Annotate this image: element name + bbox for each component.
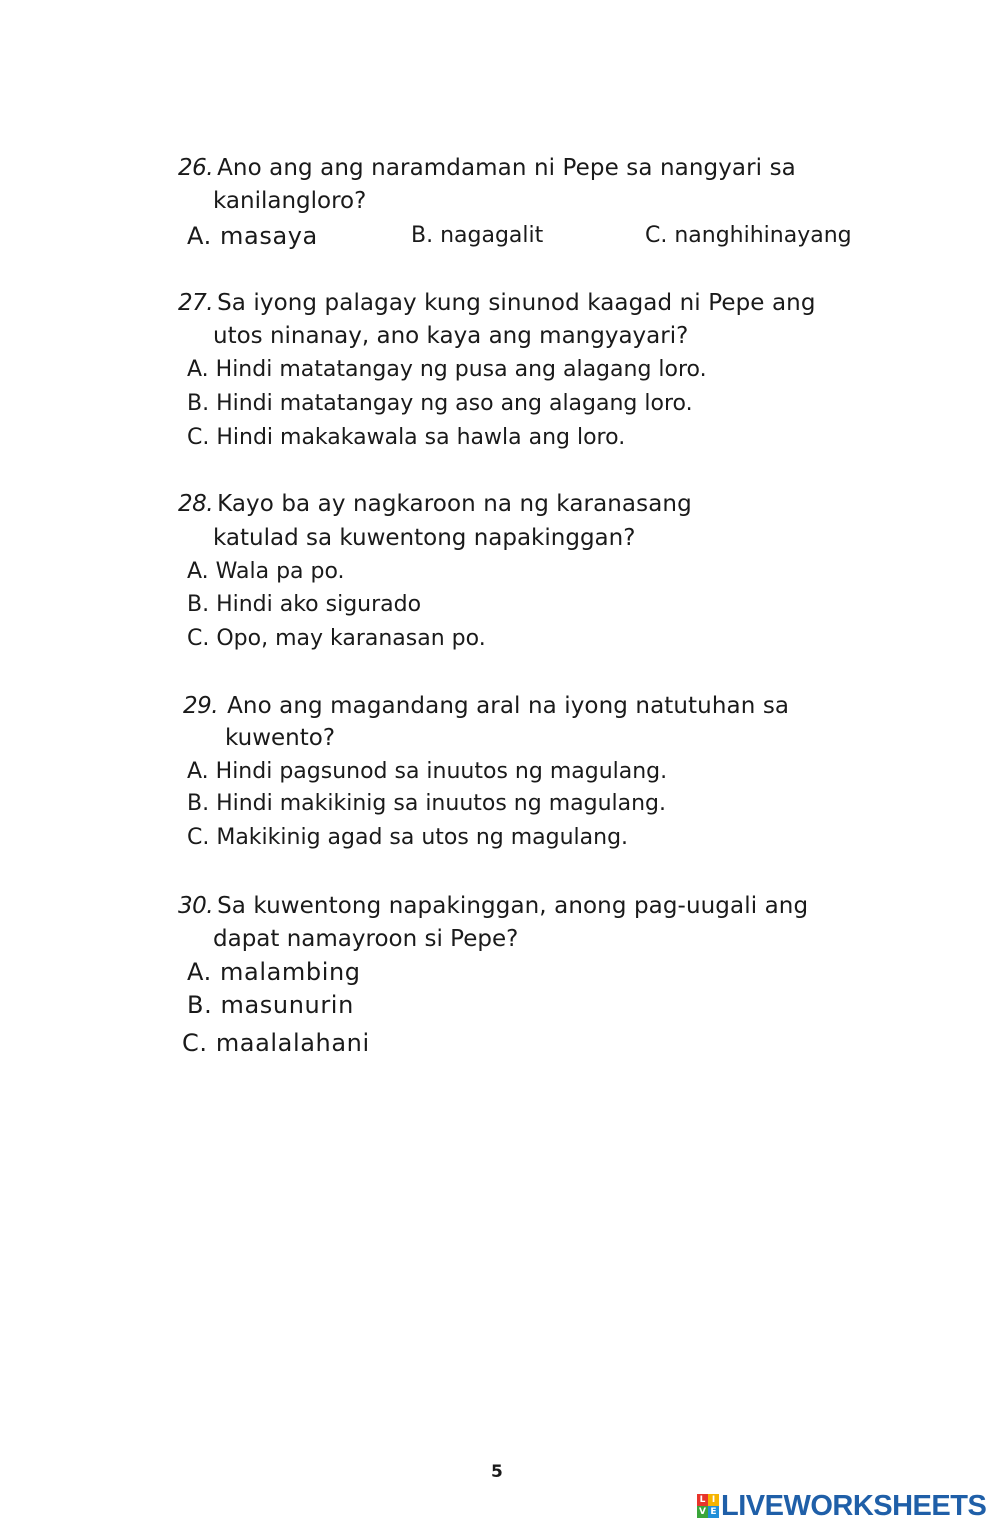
question-number: 26. [178, 155, 214, 181]
question-27-line2: utos ninanay, ano kaya ang mangyayari? [213, 323, 689, 349]
question-26-line2: kanilangloro? [213, 188, 367, 214]
question-text: Sa kuwentong napakinggan, anong pag-uugali ang [217, 893, 809, 919]
question-26-option-c[interactable]: C. nanghihinayang [645, 223, 852, 248]
question-29-option-a[interactable]: A. Hindi pagsunod sa inuutos ng magulang. [187, 759, 668, 784]
question-29-option-c[interactable]: C. Makikinig agad sa utos ng magulang. [187, 825, 629, 850]
question-text: Kayo ba ay nagkaroon na ng karanasang [217, 491, 692, 517]
question-number: 28. [178, 491, 214, 517]
logo-mark-letter: L [697, 1494, 708, 1506]
question-27 [178, 287, 816, 319]
question-29 [183, 690, 789, 722]
question-30-line2: dapat namayroon si Pepe? [213, 926, 519, 952]
question-number: 27. [178, 290, 214, 316]
question-30-option-c[interactable]: C. maalalahani [182, 1029, 370, 1057]
question-28-line2: katulad sa kuwentong napakinggan? [213, 525, 636, 551]
logo-text: LIVEWORKSHEETS [721, 1489, 987, 1522]
question-text: Ano ang magandang aral na iyong natutuhan sa [227, 693, 790, 719]
liveworksheets-logo [697, 1490, 986, 1522]
question-27-option-a[interactable]: A. Hindi matatangay ng pusa ang alagang loro. [187, 357, 707, 382]
question-26-option-b[interactable]: B. nagagalit [411, 223, 544, 248]
question-28 [178, 488, 692, 520]
question-number: 30. [178, 893, 214, 919]
question-26 [178, 152, 796, 184]
logo-mark-letter: E [708, 1506, 719, 1518]
question-28-option-a[interactable]: A. Wala pa po. [187, 559, 345, 584]
question-29-line2: kuwento? [225, 725, 336, 751]
question-27-option-b[interactable]: B. Hindi matatangay ng aso ang alagang loro. [187, 391, 693, 416]
question-number: 29. [183, 693, 219, 719]
logo-mark-letter: I [708, 1494, 719, 1506]
logo-mark-icon [697, 1494, 719, 1518]
question-26-option-a[interactable]: A. masaya [187, 222, 318, 250]
question-29-option-b[interactable]: B. Hindi makikinig sa inuutos ng magulang. [187, 791, 667, 816]
question-30-option-b[interactable]: B. masunurin [187, 991, 354, 1019]
question-30-option-a[interactable]: A. malambing [187, 958, 361, 986]
question-text: Sa iyong palagay kung sinunod kaagad ni Pepe ang [217, 290, 816, 316]
page-number: 5 [491, 1462, 503, 1482]
question-text: Ano ang ang naramdaman ni Pepe sa nangyari sa [217, 155, 796, 181]
logo-mark-letter: V [697, 1506, 708, 1518]
question-28-option-b[interactable]: B. Hindi ako sigurado [187, 592, 422, 617]
question-28-option-c[interactable]: C. Opo, may karanasan po. [187, 626, 486, 651]
question-30 [178, 890, 808, 922]
question-27-option-c[interactable]: C. Hindi makakawala sa hawla ang loro. [187, 425, 626, 450]
